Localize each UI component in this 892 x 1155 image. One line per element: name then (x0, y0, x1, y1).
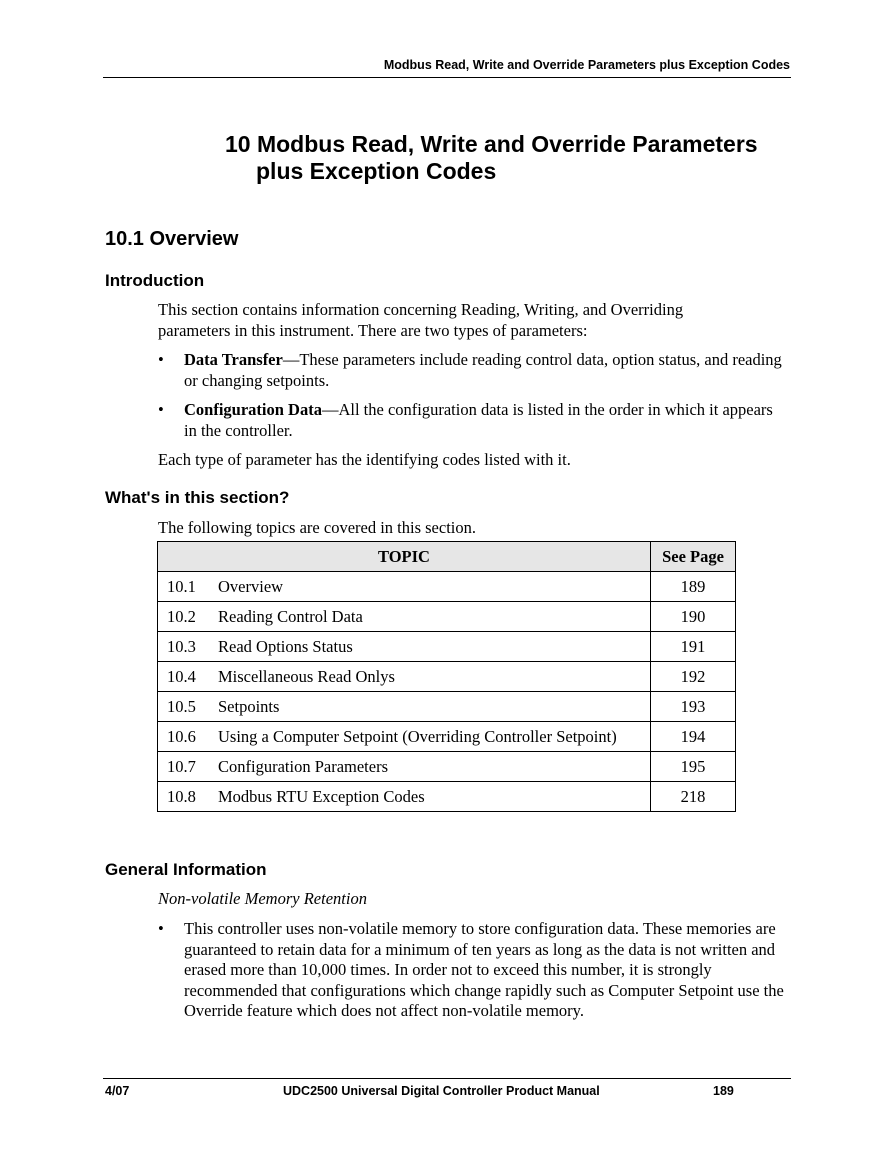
bullet-term: Data Transfer (184, 350, 283, 369)
page-cell: 190 (651, 602, 736, 632)
topic-title: Modbus RTU Exception Codes (218, 786, 425, 806)
bullet-mark: • (158, 400, 164, 419)
topic-title: Setpoints (218, 696, 280, 716)
topic-number: 10.2 (167, 606, 196, 626)
topic-number: 10.7 (167, 756, 196, 776)
footer-date: 4/07 (105, 1084, 130, 1098)
bullet-text: —All the configuration data is listed in the order in which it appears in the controller. (184, 400, 773, 440)
bullet-mark: • (158, 919, 164, 938)
table-row (158, 752, 736, 782)
page-cell: 193 (651, 692, 736, 722)
bullet-text: —These parameters include reading control data, option status, and reading or changing setpoints. (184, 350, 782, 390)
topic-title: Miscellaneous Read Onlys (218, 666, 395, 686)
topic-cell (158, 572, 651, 602)
topic-number: 10.1 (167, 576, 196, 596)
page-cell: 194 (651, 722, 736, 752)
page-cell: 218 (651, 782, 736, 812)
topic-title: Reading Control Data (218, 606, 363, 626)
page-cell: 192 (651, 662, 736, 692)
whats-in-intro: The following topics are covered in this section. (158, 518, 476, 537)
topic-cell (158, 662, 651, 692)
topic-title: Read Options Status (218, 636, 353, 656)
header-rule (103, 77, 791, 78)
footer-page-number: 189 (713, 1084, 734, 1098)
table-row (158, 572, 736, 602)
chapter-title-line2: plus Exception Codes (256, 158, 497, 184)
table-row (158, 722, 736, 752)
topic-cell (158, 782, 651, 812)
topic-number: 10.4 (167, 666, 196, 686)
subheading-text: Non-volatile Memory Retention (158, 889, 367, 908)
topic-number: 10.5 (167, 696, 196, 716)
table-row (158, 632, 736, 662)
table-header-row (158, 542, 736, 572)
table-row (158, 662, 736, 692)
bullet-term: Configuration Data (184, 400, 322, 419)
chapter-title (225, 131, 825, 185)
table-row (158, 782, 736, 812)
column-header-topic: TOPIC (158, 542, 651, 572)
table-row (158, 602, 736, 632)
heading-general-information: General Information (105, 860, 267, 879)
bullet-mark: • (158, 350, 164, 369)
subheading-nonvolatile-memory (158, 889, 788, 910)
intro-closing: Each type of parameter has the identifying codes listed with it. (158, 450, 571, 469)
page-cell: 191 (651, 632, 736, 662)
intro-paragraph: This section contains information concerning Reading, Writing, and Overriding parameters in this instrument. There are two types of parameters: (158, 300, 684, 340)
running-header: Modbus Read, Write and Override Parameters plus Exception Codes (383, 58, 790, 72)
bullet-text: This controller uses non-volatile memory to store configuration data. These memories are guaranteed to retain data for a minimum of ten years as long as the data is not written and erased more than 10,000 times. In order not to exceed this number, it is strongly recommended that configurations which change rapidly such as Computer Setpoint use the Override feature which does not affect non-volatile memory. (184, 919, 784, 1020)
page-cell: 189 (651, 572, 736, 602)
chapter-title-line1: 10 Modbus Read, Write and Override Parameters (225, 131, 758, 157)
topic-cell (158, 722, 651, 752)
heading-introduction: Introduction (105, 271, 205, 290)
topic-title: Overview (218, 576, 284, 596)
topic-number: 10.3 (167, 636, 196, 656)
table-row (158, 692, 736, 722)
section-heading-overview: 10.1 Overview (105, 228, 239, 250)
topic-number: 10.8 (167, 786, 196, 806)
topic-title: Configuration Parameters (218, 756, 388, 776)
topic-cell (158, 602, 651, 632)
page-cell: 195 (651, 752, 736, 782)
column-header-see-page: See Page (651, 542, 736, 572)
topics-table (157, 541, 736, 812)
heading-whats-in-section: What's in this section? (105, 488, 290, 507)
footer-rule (103, 1078, 791, 1079)
topic-title: Using a Computer Setpoint (Overriding Controller Setpoint) (218, 726, 617, 746)
topic-number: 10.6 (167, 726, 196, 746)
topic-cell (158, 632, 651, 662)
topic-cell (158, 752, 651, 782)
topic-cell (158, 692, 651, 722)
footer-manual-title: UDC2500 Universal Digital Controller Product Manual (283, 1084, 600, 1098)
